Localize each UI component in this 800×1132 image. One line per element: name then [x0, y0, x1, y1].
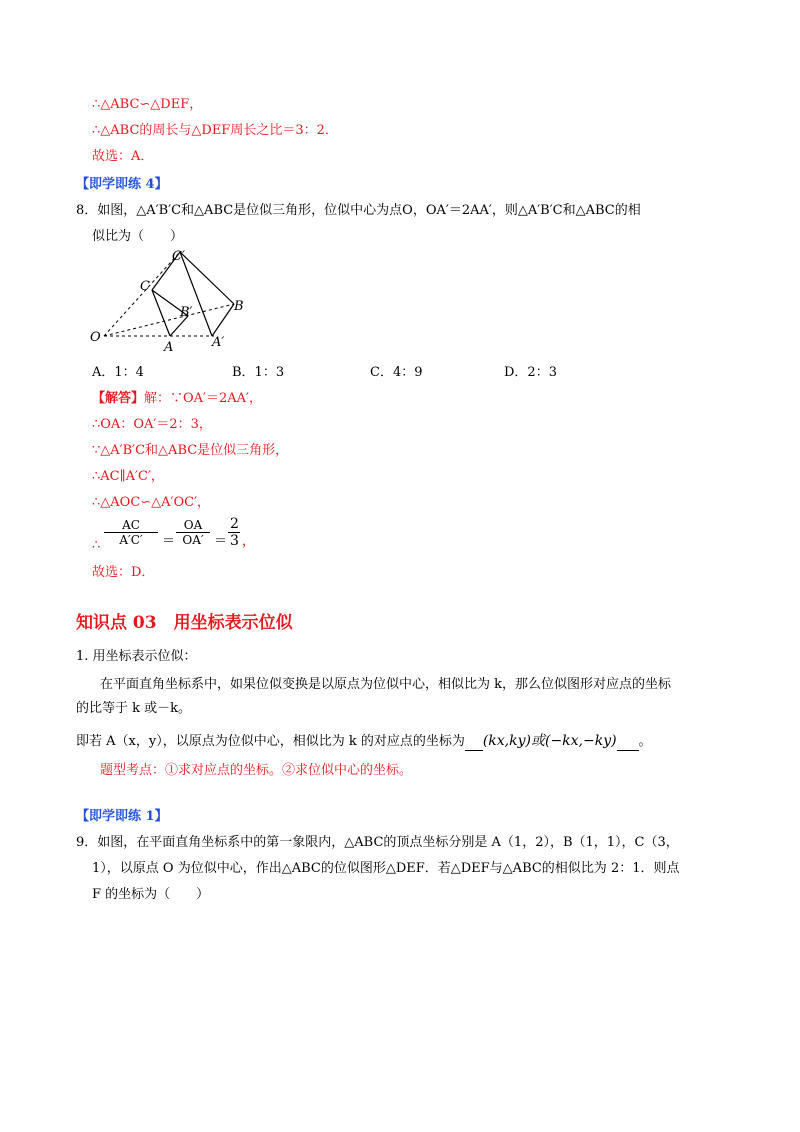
- equals-sign: ＝: [162, 534, 176, 549]
- fraction-denominator: 3: [230, 533, 239, 549]
- section-item: 1. 用坐标表示位似：: [76, 649, 197, 664]
- fraction-numerator: 2: [230, 516, 239, 532]
- question-text: 1），以原点 O 为位似中心，作出△ABC的位似图形△DEF．若△DEF与△ABC的相似比为 2：1．则点: [92, 861, 680, 876]
- option-d: D．2：3: [504, 365, 557, 380]
- point-label-a: A: [164, 340, 174, 354]
- practice-tag: 【即学即练 1】: [76, 809, 168, 824]
- question-text: 9．如图，在平面直角坐标系中的第一象限内，△ABC的顶点坐标分别是 A（1，2），B（1，1），C（3，: [76, 835, 679, 850]
- comma: ，: [242, 534, 256, 549]
- point-label-a-prime: A′: [212, 335, 225, 350]
- point-label-b-prime: B′: [180, 305, 193, 320]
- answer-text: 解：∵OA′＝2AA′，: [144, 391, 263, 406]
- answer-line: ∴OA：OA′＝2：3，: [92, 417, 212, 432]
- topic-hint: 题型考点：①求对应点的坐标。②求位似中心的坐标。: [100, 763, 413, 778]
- blank-line: [617, 736, 639, 751]
- section-paragraph: 的比等于 k 或－k。: [76, 701, 192, 716]
- fraction-equation: [92, 516, 272, 560]
- answer-line: ∴△AOC∽△A′OC′，: [92, 495, 211, 510]
- fraction-numerator: OA: [176, 518, 210, 533]
- coordinate-formula: (kx,ky)或(−kx,−ky): [482, 733, 617, 749]
- point-label-b: B: [234, 299, 244, 314]
- fraction-denominator: OA′: [182, 533, 204, 547]
- equals-sign: ＝: [214, 534, 228, 549]
- fraction-denominator: A′C′: [119, 533, 143, 547]
- option-c: C．4：9: [370, 365, 423, 380]
- option-a: A．1：4: [92, 365, 144, 380]
- formula-lead-text: 即若 A（x，y），以原点为位似中心，相似比为 k 的对应点的坐标为: [76, 734, 465, 749]
- solution-line: ∴△ABC∽△DEF，: [92, 97, 203, 112]
- solution-line: ∴△ABC的周长与△DEF周长之比＝3：2．: [92, 123, 338, 138]
- section-paragraph: 在平面直角坐标系中，如果位似变换是以原点为位似中心，相似比为 k，那么位似图形对应点的坐标: [100, 677, 672, 692]
- similar-triangles-figure: [84, 244, 264, 354]
- solution-choice: 故选：A．: [92, 149, 154, 164]
- period: 。: [638, 734, 652, 749]
- question-text: 似比为（ ）: [92, 229, 184, 244]
- section-heading: 知识点 03 用坐标表示位似: [76, 613, 293, 633]
- question-text: F 的坐标为（ ）: [92, 887, 210, 902]
- therefore-symbol: ∴: [92, 538, 101, 553]
- question-text: 8．如图，△A′B′C和△ABC是位似三角形，位似中心为点O，OA′＝2AA′，则△A′B′C和△ABC的相: [76, 203, 641, 218]
- answer-tag: 【解答】: [92, 391, 145, 406]
- answer-line: ∵△A′B′C和△ABC是位似三角形，: [92, 443, 289, 458]
- point-label-c: C: [140, 279, 150, 294]
- answer-choice: 故选：D．: [92, 565, 155, 580]
- practice-tag: 【即学即练 4】: [76, 177, 168, 192]
- point-label-o: O: [90, 330, 101, 345]
- answer-line: [92, 390, 262, 408]
- answer-line: ∴AC∥A′C′，: [92, 469, 164, 484]
- point-label-c-prime: C′: [172, 249, 185, 264]
- section-paragraph-formula: [76, 732, 652, 751]
- blank-line: [465, 736, 483, 751]
- option-b: B．1：3: [232, 365, 285, 380]
- fraction-numerator: AC: [104, 518, 158, 533]
